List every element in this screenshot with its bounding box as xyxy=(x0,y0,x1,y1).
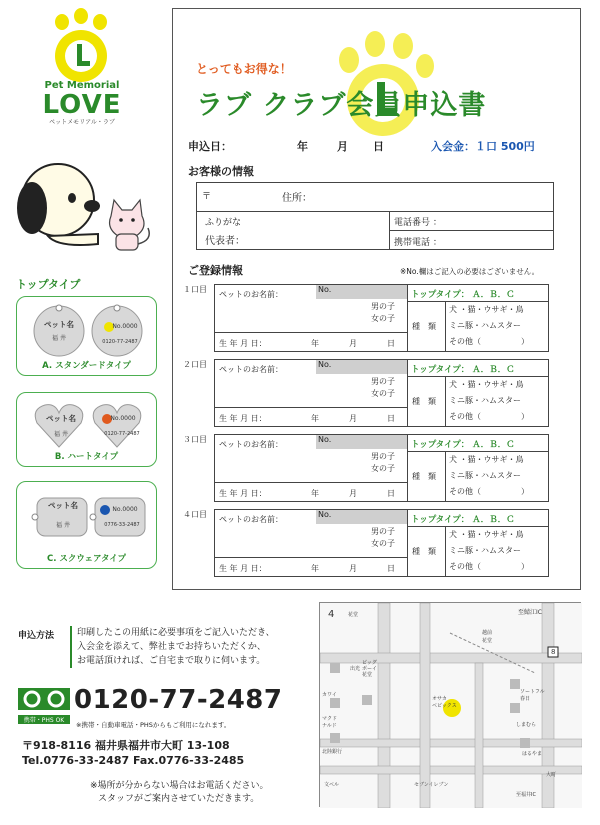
location-note xyxy=(90,780,269,806)
map-label: 越前 xyxy=(482,630,493,636)
type-c-box xyxy=(16,481,157,569)
map-label: セブンイレブン xyxy=(414,782,449,788)
date-month: 月 xyxy=(337,140,348,153)
birthday-label: 生 年 月 日： xyxy=(219,339,267,348)
pet-no-field[interactable]: No. xyxy=(316,435,407,449)
postal-mark: 〒 xyxy=(202,192,212,202)
birthday-label: 生 年 月 日： xyxy=(219,414,267,423)
female-option[interactable]: 女の子 xyxy=(371,539,395,548)
round-label: ２口目 xyxy=(183,360,207,369)
address-line2: Tel.0776-33-2487 Fax.0776-33-2485 xyxy=(22,754,245,767)
type-c-label: C. スクウェアタイプ xyxy=(46,554,127,564)
male-option[interactable]: 男の子 xyxy=(371,452,395,461)
kind-label: 種 類 xyxy=(412,547,436,556)
kind-label: 種 類 xyxy=(412,322,436,331)
furigana-label: ふりがな xyxy=(205,218,242,228)
map-label: 出光 xyxy=(350,666,361,672)
map-label: 花堂 xyxy=(482,638,493,644)
birth-day: 日 xyxy=(387,414,395,423)
brand-line1: Pet Memorial xyxy=(44,80,120,91)
map-label: オサカ xyxy=(432,696,447,702)
map-label: ナルド xyxy=(322,723,337,729)
standard-tag-icon xyxy=(29,301,149,359)
kind-option-2[interactable]: ミニ豚・ハムスター xyxy=(449,321,521,330)
apply-method-text xyxy=(70,626,310,668)
map-label: ボーイ xyxy=(362,666,378,672)
female-option[interactable]: 女の子 xyxy=(371,389,395,398)
birth-year: 年 xyxy=(311,414,319,423)
map-label: ソートフル xyxy=(520,689,545,695)
pet-name-label: ペットのお名前： xyxy=(219,440,283,449)
male-option[interactable]: 男の子 xyxy=(371,302,395,311)
membership-fee: 入会金：１口 500円 xyxy=(431,140,535,153)
pet-name-label: ペットのお名前： xyxy=(219,515,283,524)
top-type-select[interactable]: トップタイプ： Ａ．Ｂ．Ｃ xyxy=(411,365,515,375)
registration-row xyxy=(183,284,563,352)
map-label: 花堂 xyxy=(362,672,373,678)
pet-name-label: ペットのお名前： xyxy=(219,365,283,374)
kind-option-2[interactable]: ミニ豚・ハムスター xyxy=(449,471,521,480)
registration-box xyxy=(214,284,549,352)
birth-year: 年 xyxy=(311,339,319,348)
round-label: １口目 xyxy=(183,285,207,294)
birth-day: 日 xyxy=(387,489,395,498)
tag-b-front-city: 福 井 xyxy=(54,431,68,438)
tag-a-front-name: ペット名 xyxy=(44,320,74,329)
type-b-box xyxy=(16,392,157,467)
registration-box xyxy=(214,434,549,502)
date-year: 年 xyxy=(297,140,308,153)
female-option[interactable]: 女の子 xyxy=(371,314,395,323)
address-line1: 〒918-8116 福井県福井市大町 13-108 xyxy=(22,739,230,752)
tag-a-back-no: No.0000 xyxy=(112,323,138,330)
top-type-select[interactable]: トップタイプ： Ａ．Ｂ．Ｃ xyxy=(411,290,515,300)
phone-note: ※携帯・自動車電話・PHSからもご利用になれます。 xyxy=(76,721,231,729)
kind-option-1[interactable]: 犬 ・猫・ウサギ・鳥 xyxy=(449,530,524,539)
customer-info-box xyxy=(196,182,554,250)
freedial-icon xyxy=(18,688,70,710)
male-option[interactable]: 男の子 xyxy=(371,527,395,536)
map-label: ベビックス xyxy=(432,703,457,709)
registration-note: ※No.欄はご記入の必要はございません。 xyxy=(400,267,540,276)
kind-option-2[interactable]: ミニ豚・ハムスター xyxy=(449,396,521,405)
map-label: 北陸銀行 xyxy=(322,749,343,755)
tag-c-front-city: 福 井 xyxy=(56,522,70,529)
logo-paw-icon xyxy=(50,8,112,86)
apply-method-label: 申込方法 xyxy=(18,631,55,641)
kind-option-other[interactable]: その他（ ） xyxy=(449,337,529,346)
registration-section-title: ご登録情報 xyxy=(188,264,243,277)
top-type-select[interactable]: トップタイプ： Ａ．Ｂ．Ｃ xyxy=(411,515,515,525)
type-b-label: B. ハートタイプ xyxy=(54,452,119,462)
kind-option-1[interactable]: 犬 ・猫・ウサギ・鳥 xyxy=(449,380,524,389)
pet-name-label: ペットのお名前： xyxy=(219,290,283,299)
tag-b-back-no: No.0000 xyxy=(110,415,136,422)
type-a-box xyxy=(16,296,157,376)
kind-option-other[interactable]: その他（ ） xyxy=(449,562,529,571)
map-label: 至鯖江IC xyxy=(518,609,542,616)
top-type-select[interactable]: トップタイプ： Ａ．Ｂ．Ｃ xyxy=(411,440,515,450)
birth-day: 日 xyxy=(387,339,395,348)
company-address xyxy=(22,738,244,768)
apply-line: お電話頂ければ、ご自宅まで取りに伺います。 xyxy=(77,656,266,666)
freedial-label: 携帯・PHS OK xyxy=(18,715,70,724)
mobile-label: 携帯電話 ： xyxy=(394,238,442,248)
kind-option-2[interactable]: ミニ豚・ハムスター xyxy=(449,546,521,555)
brand-sub: ペットメモリアル・ラブ xyxy=(49,119,115,126)
tag-a-front-city: 福 井 xyxy=(52,335,66,342)
map-label: カワイ xyxy=(322,692,337,698)
birthday-label: 生 年 月 日： xyxy=(219,564,267,573)
phone-label: 電話番号 ： xyxy=(394,218,442,228)
type-a-label: A. スタンダードタイプ xyxy=(42,361,131,371)
tag-c-back-no: No.0000 xyxy=(112,506,138,513)
birth-month: 月 xyxy=(349,489,357,498)
representative-label: 代表者： xyxy=(205,236,245,247)
registration-box xyxy=(214,359,549,427)
map-label: 花堂 xyxy=(348,612,359,618)
map-route-4: 4 xyxy=(328,609,335,620)
female-option[interactable]: 女の子 xyxy=(371,464,395,473)
catch-copy: とってもお得な！ xyxy=(196,62,292,76)
tag-c-back-tel: 0776-33-2487 xyxy=(104,522,140,528)
pet-no-field[interactable]: No. xyxy=(316,360,407,374)
male-option[interactable]: 男の子 xyxy=(371,377,395,386)
birth-month: 月 xyxy=(349,564,357,573)
registration-row xyxy=(183,434,563,502)
tag-c-front-name: ペット名 xyxy=(48,501,78,510)
birth-year: 年 xyxy=(311,489,319,498)
map-route-8: 8 xyxy=(551,648,556,656)
location-note-line2: スタッフがご案内させていただきます。 xyxy=(98,794,260,804)
access-map xyxy=(319,602,581,807)
types-heading: トップタイプ xyxy=(16,278,81,291)
toll-free-number: 0120-77-2487 xyxy=(74,685,283,715)
pet-no-field[interactable]: No. xyxy=(316,510,407,524)
kind-label: 種 類 xyxy=(412,397,436,406)
apply-line: 入会金を添えて、弊社までお持ちいただくか、 xyxy=(77,642,266,652)
map-label: 文ベル xyxy=(324,782,340,788)
kind-label: 種 類 xyxy=(412,472,436,481)
round-label: ３口目 xyxy=(183,435,207,444)
map-label: 大町 xyxy=(546,772,557,778)
map-label: ビッグ xyxy=(362,660,377,666)
brand-name: LOVE xyxy=(42,90,122,120)
map-label: しまむら xyxy=(516,722,537,728)
birth-day: 日 xyxy=(387,564,395,573)
tag-a-back-tel: 0120-77-2487 xyxy=(102,339,138,345)
kind-option-other[interactable]: その他（ ） xyxy=(449,487,529,496)
kind-option-other[interactable]: その他（ ） xyxy=(449,412,529,421)
registration-box xyxy=(214,509,549,577)
kind-option-1[interactable]: 犬 ・猫・ウサギ・鳥 xyxy=(449,455,524,464)
customer-section-title: お客様の情報 xyxy=(188,165,254,178)
map-label: はるやま xyxy=(522,751,543,757)
tag-b-back-tel: 0120-77-2487 xyxy=(104,431,140,437)
pet-no-field[interactable]: No. xyxy=(316,285,407,299)
birth-year: 年 xyxy=(311,564,319,573)
map-label: マクド xyxy=(322,716,338,722)
address-label: 住所： xyxy=(282,193,312,204)
birthday-label: 生 年 月 日： xyxy=(219,489,267,498)
map-label: 春日 xyxy=(520,696,531,702)
apply-date-label: 申込日： xyxy=(188,140,232,153)
dog-cat-illustration xyxy=(8,148,163,253)
kind-option-1[interactable]: 犬 ・猫・ウサギ・鳥 xyxy=(449,305,524,314)
date-day: 日 xyxy=(373,140,384,153)
round-label: ４口目 xyxy=(183,510,207,519)
registration-row xyxy=(183,359,563,427)
tag-b-front-name: ペット名 xyxy=(46,414,76,423)
location-note-line1: ※場所が分からない場合はお電話ください。 xyxy=(90,781,269,791)
registration-row xyxy=(183,509,563,577)
apply-line: 印刷したこの用紙に必要事項をご記入いただき、 xyxy=(77,628,275,638)
freedial-logo xyxy=(18,688,70,724)
map-label: 至福井IC xyxy=(516,792,536,798)
birth-month: 月 xyxy=(349,414,357,423)
form-title: ラブ クラブ会員申込書 xyxy=(196,90,487,121)
birth-month: 月 xyxy=(349,339,357,348)
